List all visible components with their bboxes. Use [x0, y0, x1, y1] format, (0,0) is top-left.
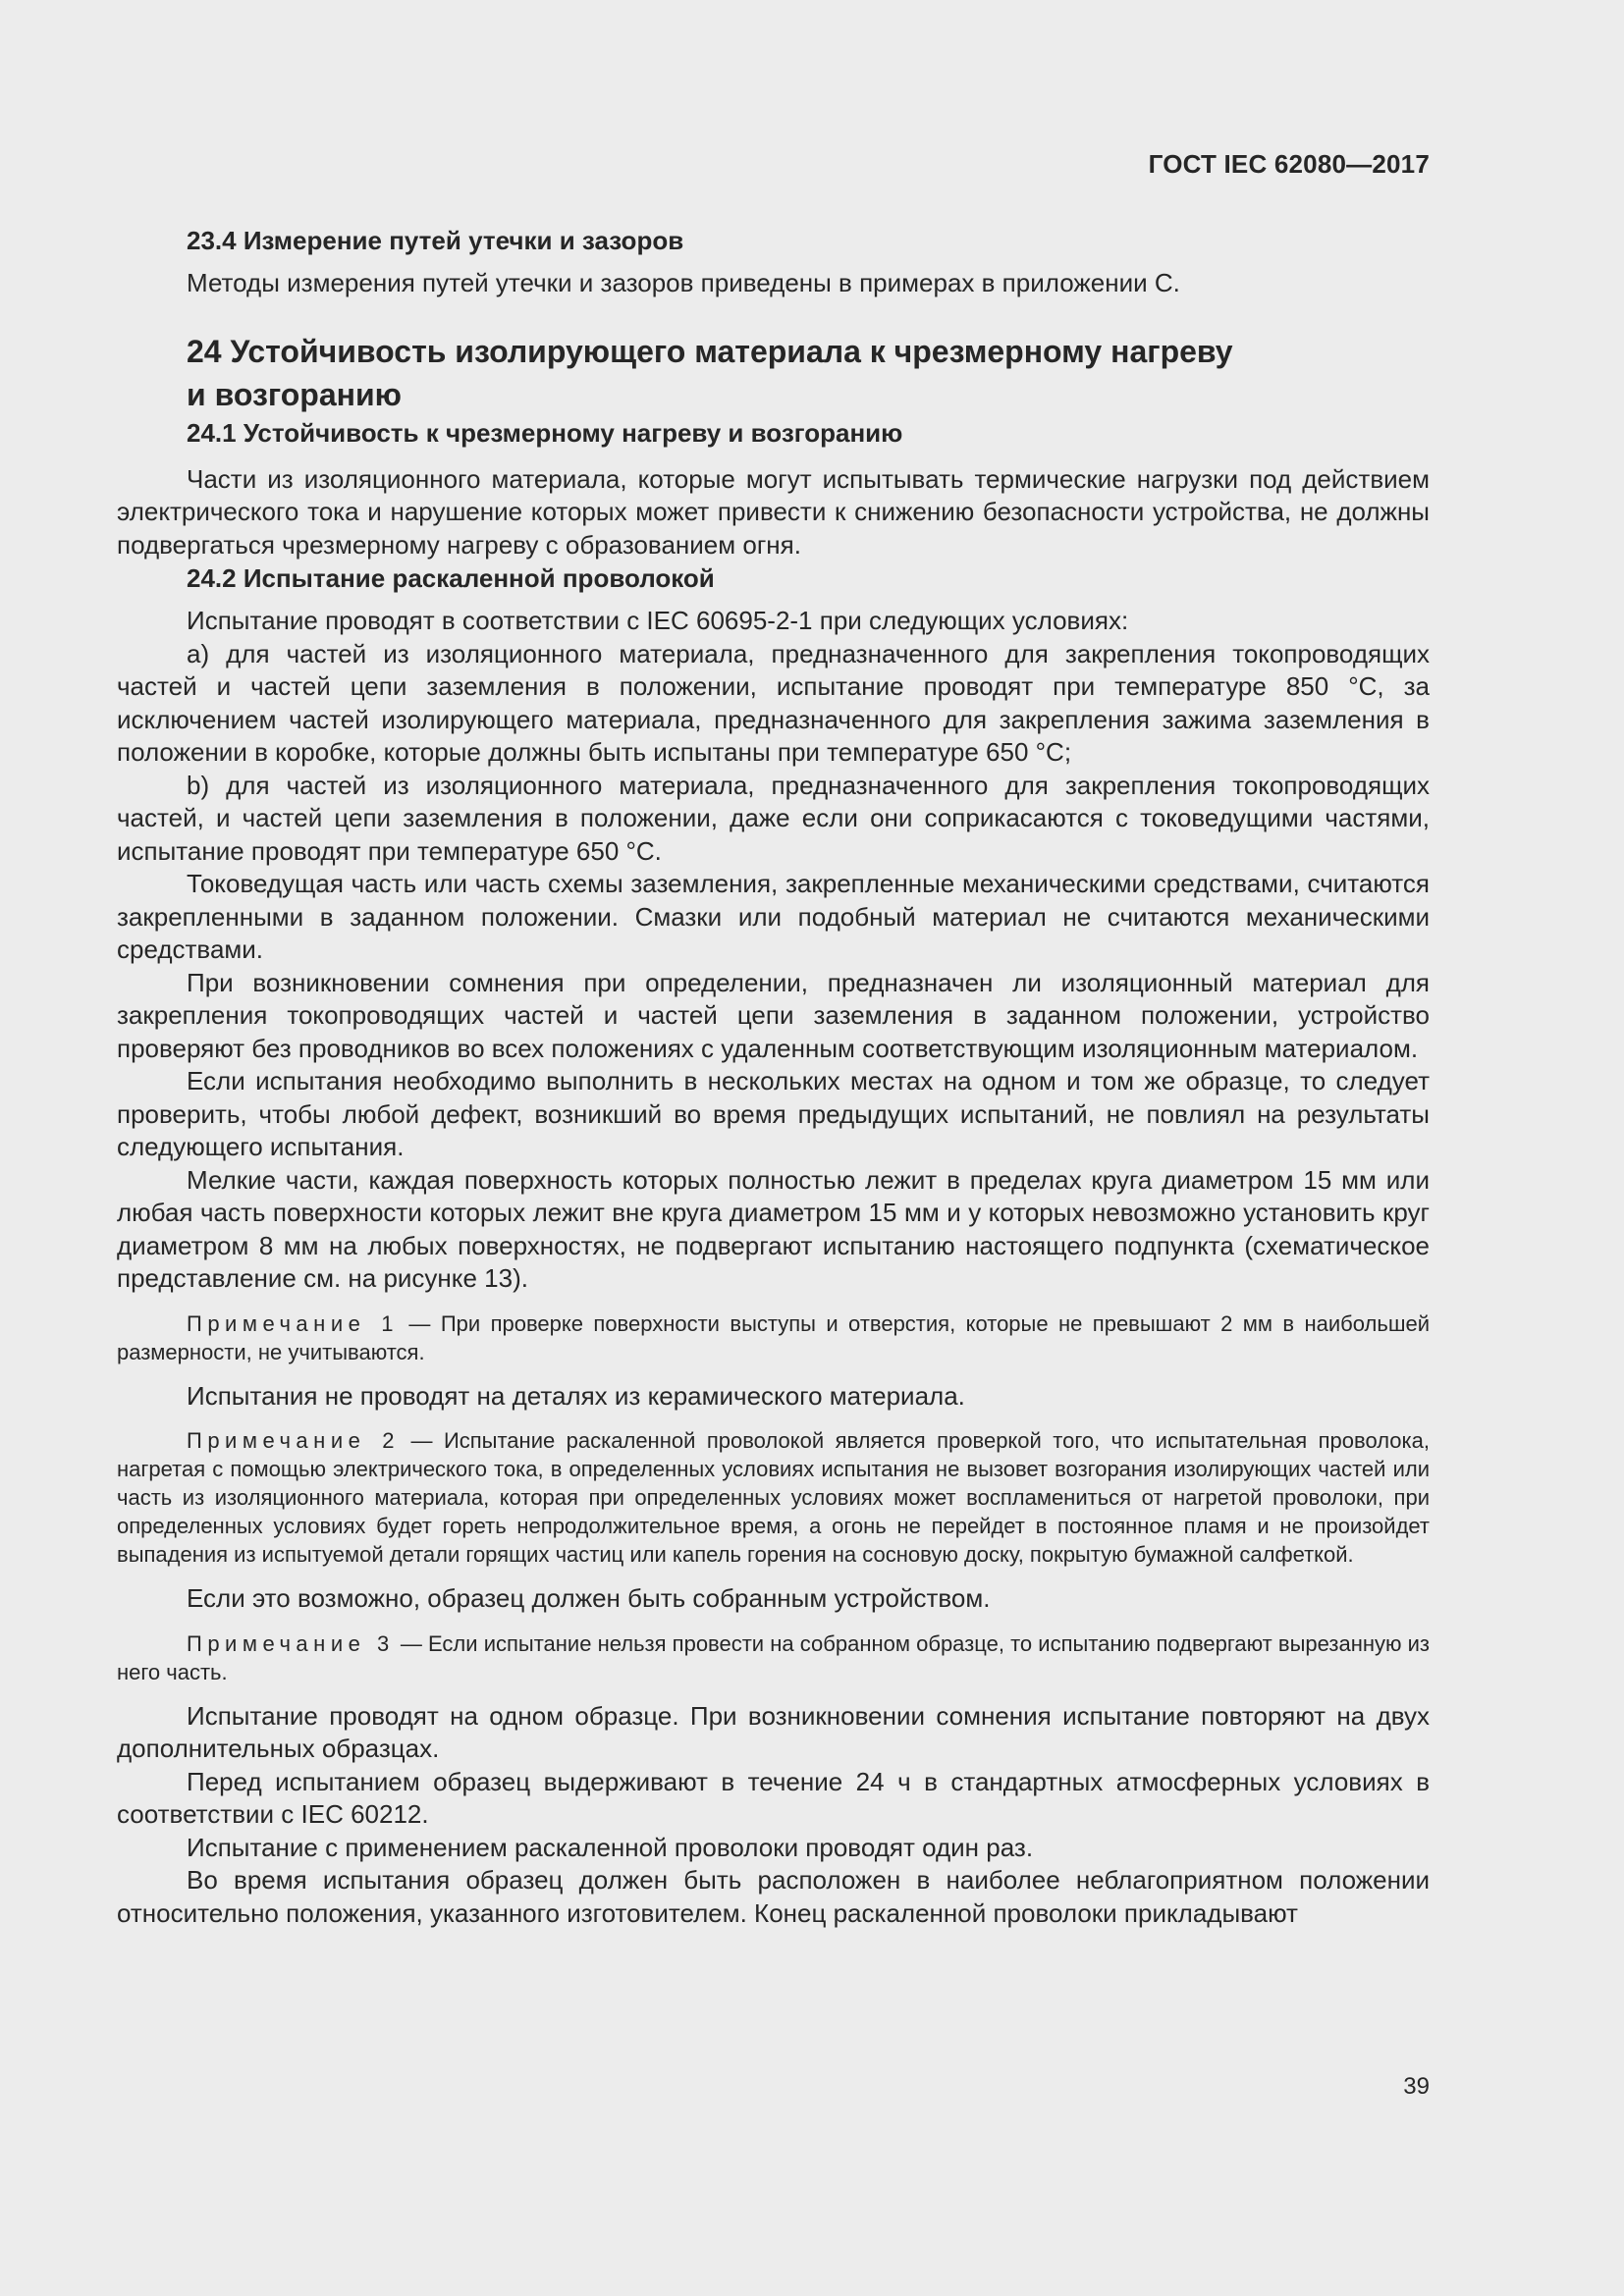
paragraph: Мелкие части, каждая поверхность которых полностью лежит в пределах круга диаметром 15 мм или любая часть поверхности которых лежит вне круга диаметром 15 мм и у которых невозможно установить круг диаметром 8 мм на любых поверхностях, не подвергают испытанию настоящего подпункта (схематическое представление см. на рисунке 13).	[117, 1164, 1430, 1293]
page-number: 39	[1403, 2073, 1430, 2100]
paragraph: Испытание с применением раскаленной проволоки проводят один раз.	[187, 1832, 1034, 1862]
section-24-1-text: Части из изоляционного материала, которые могут испытывать термические нагрузки под действием электрического тока и нарушение которых может привести к снижению безопасности устройства, не должны подвергаться чрезмерному нагреву с образованием огня.	[117, 463, 1430, 560]
note-text: — Испытание раскаленной проволокой является проверкой того, что испытательная проволока, нагретая с помощью электрического тока, в определенных условиях испытания не вызовет возгорания изолирующих частей или часть из изоляционного материала, которая при определенных условиях может воспламениться от нагретой проволоки, при определенных условиях будет гореть непродолжительное время, а огонь не перейдет в постоянное пламя и не произойдет выпадения из испытуемой детали горящих частиц или капель горения на сосновую доску, покрытую бумажной салфеткой.	[117, 1428, 1430, 1567]
note-label: Примечание 2	[187, 1428, 401, 1453]
section-23-4-title: 23.4 Измерение путей утечки и зазоров	[187, 226, 684, 255]
page-content	[117, 224, 1430, 1930]
note-text: — Если испытание нельзя провести на собранном образце, то испытанию подвергают вырезанную из него часть.	[117, 1630, 1431, 1684]
note-1	[117, 1309, 1430, 1366]
section-24-title-line2: и возгоранию	[187, 376, 402, 412]
paragraph: Токоведущая часть или часть схемы заземления, закрепленные механическими средствами, считаются закрепленными в заданном положении. Смазки или подобный материал не считаются механическими средствами.	[117, 869, 1430, 964]
section-23-4-text: Методы измерения путей утечки и зазоров приведены в примерах в приложении С.	[187, 268, 1180, 297]
note-label: Примечание 3	[187, 1630, 395, 1656]
paragraph: Во время испытания образец должен быть расположен в наиболее неблагоприятном положении относительно положения, указанного изготовителем. Конец раскаленной проволоки прикладывают	[117, 1865, 1430, 1928]
section-24-2-title: 24.2 Испытание раскаленной проволокой	[187, 563, 715, 593]
section-24-title	[117, 330, 1430, 416]
note-2	[117, 1426, 1430, 1569]
list-item-b: b) для частей из изоляционного материала, предназначенного для закрепления токопроводящих частей, и частей цепи заземления в положении, даже если они соприкасаются с токоведущими частями, испытание проводят при температуре 650 °C.	[117, 770, 1430, 866]
paragraph: Испытание проводят на одном образце. При возникновении сомнения испытание повторяют на двух дополнительных образцах.	[117, 1700, 1430, 1763]
note-label: Примечание 1	[187, 1310, 399, 1336]
paragraph: Если испытания необходимо выполнить в нескольких местах на одном и том же образце, то следует проверить, чтобы любой дефект, возникший во время предыдущих испытаний, не повлиял на результаты следующего испытания.	[117, 1066, 1430, 1161]
paragraph: При возникновении сомнения при определении, предназначен ли изоляционный материал для закрепления токопроводящих частей и частей цепи заземления в заданном положении, устройство проверяют без проводников во всех положениях с удаленным соответствующим изоляционным материалом.	[117, 967, 1430, 1063]
paragraph: Испытания не проводят на деталях из керамического материала.	[187, 1380, 965, 1411]
document-code: ГОСТ IEC 62080—2017	[1148, 149, 1430, 179]
paragraph: Если это возможно, образец должен быть собранным устройством.	[187, 1583, 991, 1613]
section-24-title-line1: 24 Устойчивость изолирующего материала к чрезмерному нагреву	[187, 333, 1233, 369]
section-24-1-title: 24.1 Устойчивость к чрезмерному нагреву и возгоранию	[187, 417, 903, 448]
list-item-a: а) для частей из изоляционного материала, предназначенного для закрепления токопроводящих частей и частей цепи заземления в положении, испытание проводят при температуре 850 °C, за исключением частей изолирующего материала, предназначенного для закрепления зажима заземления в положении в коробке, которые должны быть испытаны при температуре 650 °C;	[117, 638, 1430, 767]
paragraph: Перед испытанием образец выдерживают в течение 24 ч в стандартных атмосферных условиях в соответствии с IEC 60212.	[117, 1766, 1430, 1829]
note-text: — При проверке поверхности выступы и отверстия, которые не превышают 2 мм в наибольшей размерности, не учитываются.	[117, 1310, 1431, 1364]
paragraph: Испытание проводят в соответствии с IEC 60695-2-1 при следующих условиях:	[187, 606, 1129, 635]
note-3	[117, 1629, 1430, 1686]
